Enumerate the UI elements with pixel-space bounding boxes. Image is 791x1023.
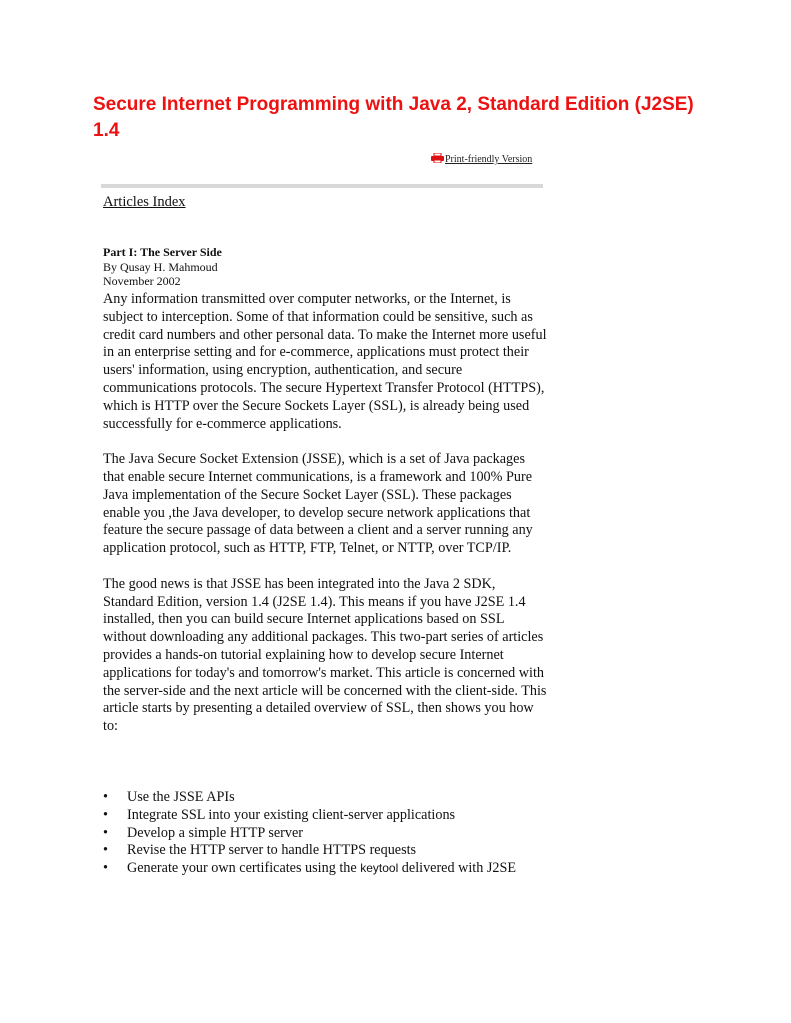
keytool-code: keytool bbox=[360, 861, 399, 876]
publish-date: November 2002 bbox=[103, 274, 181, 288]
article-body bbox=[103, 291, 549, 754]
part-title: Part I: The Server Side bbox=[103, 245, 222, 259]
printer-icon bbox=[431, 153, 444, 163]
page-title: Secure Internet Programming with Java 2, Standard Edition (J2SE) 1.4 bbox=[93, 94, 694, 141]
divider bbox=[101, 184, 543, 188]
print-link-label: Print-friendly Version bbox=[445, 154, 533, 165]
list-item bbox=[103, 860, 549, 878]
list-item: • Revise the HTTP server to handle HTTPS requests bbox=[103, 842, 549, 860]
author-byline: By Qusay H. Mahmoud bbox=[103, 260, 218, 274]
list-item-text: Generate your own certificates using the bbox=[127, 860, 361, 877]
list-item-text: delivered with J2SE bbox=[398, 860, 517, 877]
paragraph: The Java Secure Socket Extension (JSSE), which is a set of Java packages that enable secure Internet communications, is a framework and 100% Pure Java implementation of the Secure Socket Layer (SSL). These packages enable you ,the Java developer, to develop secure network applications that feature the secure passage of data between a client and a server running any application protocol, such as HTTP, FTP, Telnet, or NTTP, over TCP/IP. bbox=[103, 451, 533, 557]
list-item: • Develop a simple HTTP server bbox=[103, 825, 549, 843]
paragraph: Any information transmitted over computer networks, or the Internet, is subject to interception. Some of that information could be sensitive, such as credit card numbers and other personal data. To make the Internet more useful in an enterprise setting and for e-commerce, applications must protect their users' information, using encryption, authentication, and secure communications protocols. The secure Hypertext Transfer Protocol (HTTPS), which is HTTP over the Secure Sockets Layer (SSL), is already being used successfully for e-commerce applications. bbox=[103, 291, 547, 432]
list-item: • Integrate SSL into your existing client-server applications bbox=[103, 807, 549, 825]
topics-list bbox=[103, 789, 549, 878]
list-item: • Use the JSSE APIs bbox=[103, 789, 549, 807]
print-friendly-link[interactable] bbox=[431, 153, 532, 167]
articles-index-link[interactable]: Articles Index bbox=[103, 194, 186, 210]
paragraph: The good news is that JSSE has been integrated into the Java 2 SDK, Standard Edition, version 1.4 (J2SE 1.4). This means if you have J2SE 1.4 installed, then you can build secure Internet applications based on SSL without downloading any additional packages. This two-part series of articles provides a hands-on tutorial explaining how to develop secure Internet applications for today's and tomorrow's market. This article is concerned with the server-side and the next article will be concerned with the client-side. This article starts by presenting a detailed overview of SSL, then shows you how to: bbox=[103, 575, 547, 735]
